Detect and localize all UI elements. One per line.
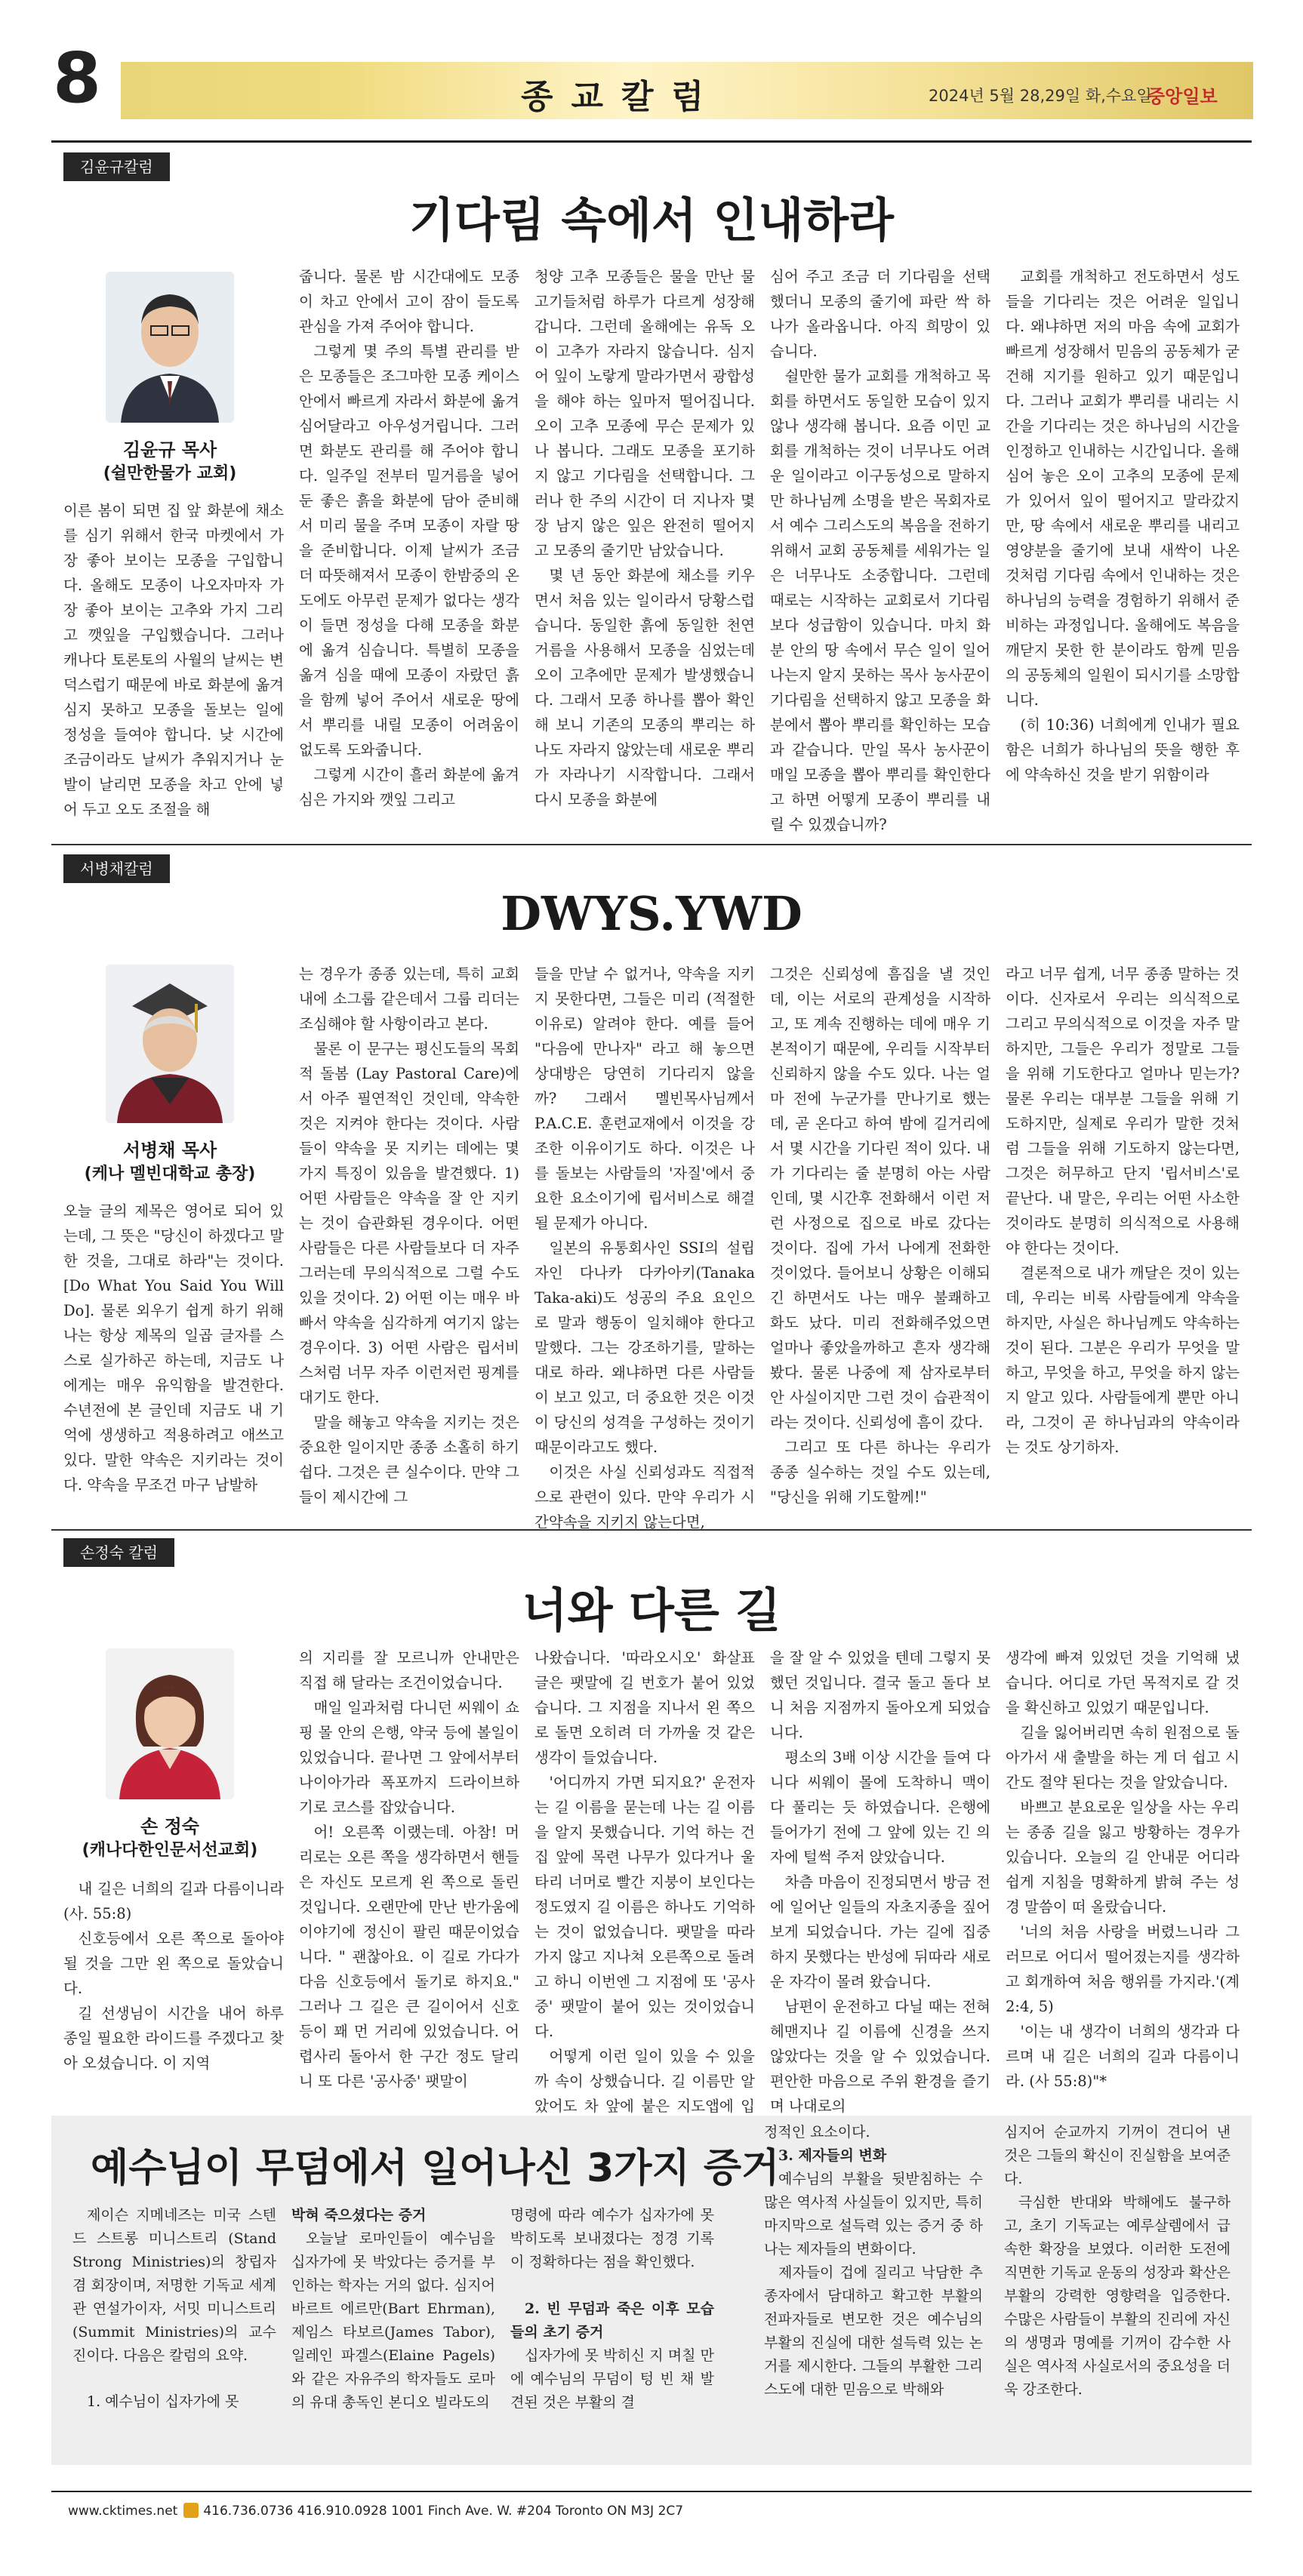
article-column — [63, 1199, 284, 1497]
phone-icon — [183, 2503, 199, 2518]
paragraph: 말을 해놓고 약속을 지키는 것은 중요한 일이지만 종종 소홀히 하기 쉽다. 그것은 큰 실수이다. 만약 그들이 제시간에 그 — [299, 1414, 519, 1506]
paragraph: 정적인 요소이다. — [764, 2124, 870, 2141]
paragraph: 제이슨 지메네즈는 미국 스텐드 스트롱 미니스트리 (Stand Strong Ministries)의 창립자 겸 회장이며, 저명한 기독교 세계관 연설가이자, 서밋 미니스트리(Summit Ministries)의 교수진이다. 다음은 칼럼의 요약. — [72, 2207, 276, 2364]
paragraph: 명령에 따라 예수가 십자가에 못 박히도록 보내졌다는 정경 기록이 정확하다는 점을 확인했다. — [510, 2207, 714, 2270]
paragraph: 1. 예수님이 십자가에 못 — [87, 2393, 239, 2410]
article-1 — [0, 143, 1303, 838]
paragraph: 극심한 반대와 박해에도 불구하고, 초기 기독교는 예루살렘에서 급속한 확장을 보였다. 이러한 도전에 직면한 기독교 운동의 성장과 확산은 부활의 강력한 영향력을 입증한다. 수많은 사람들이 부활의 진리에 자신의 생명과 명예를 기꺼이 감수한 사실은 역사적 사실로서의 중요성을 더욱 강조한다. — [1004, 2194, 1231, 2398]
subheading: 2. 빈 무덤과 죽은 이후 모습들의 초기 증거 — [510, 2301, 714, 2341]
paragraph: 십자가에 못 박히신 지 며칠 만에 예수님의 무덤이 텅 빈 채 발견된 것은 부활의 결 — [510, 2347, 714, 2411]
paragraph: 길 선생님이 시간을 내어 하루 종일 필요한 라이드를 주겠다고 찾아 오셨습니다. 이 지역 — [63, 2005, 284, 2072]
paragraph: 예수님의 부활을 뒷받침하는 수많은 역사적 사실들이 있지만, 특히 마지막으로 설득력 있는 증거 중 하나는 제자들의 변화이다. — [764, 2171, 983, 2257]
paragraph: 교회를 개척하고 전도하면서 성도들을 기다리는 것은 어려운 일입니다. 왜냐하면 저의 마음 속에 교회가 빠르게 성장해서 믿음의 공동체가 굳건해 지기를 원하고 있기 때문입니다. 그러나 교회가 뿌리를 내리는 시간을 기다리는 것은 하나님의 시간을 인정하고 인내하는 시간입니다. 올해 심어 놓은 오이 고추의 모종에 문제가 있어서 잎이 떨어지고 말라갔지만, 땅 속에서 새로운 뿌리를 내리고 영양분을 줄기에 보내 새싹이 나온 것처럼 기다림 속에서 인내하는 것은 하나님의 능력을 경험하기 위해서 준비하는 과정입니다. 올해에도 복음을 깨닫지 못한 한 분이라도 함께 믿음의 공동체의 일원이 되시기를 소망합니다. — [1006, 268, 1240, 709]
article-column — [534, 962, 755, 1534]
article-column — [63, 1876, 284, 2076]
paragraph: 이른 봄이 되면 집 앞 화분에 채소를 심기 위해서 한국 마켓에서 가장 좋아 보이는 모종을 구입합니다. 올해도 모종이 나오자마자 가장 좋아 보이는 고추와 가지 그리고 깻잎을 구입했습니다. 그러나 캐나다 토론토의 사월의 날씨는 변덕스럽기 때문에 바로 화분에 옮겨 심지 못하고 모종을 돌보는 일에 정성을 들여야 합니다. 낮 시간에 조금이라도 날씨가 추워지거나 눈발이 날리면 모종을 차고 안에 넣어 두고 오도 조절을 해 — [63, 502, 284, 818]
paragraph: 나왔습니다. '따라오시오' 화살표 글은 팻말에 길 번호가 붙어 있었습니다. 그 지점을 지나서 왼 쪽으로 돌면 오히려 더 가까울 것 같은 생각이 들었습니다. — [534, 1649, 755, 1766]
article-column — [1006, 962, 1240, 1460]
paragraph: 을 잘 알 수 있었을 텐데 그렇지 못했던 것입니다. 결국 돌고 돌다 보니 처음 지점까지 돌아오게 되었습니다. — [770, 1649, 990, 1741]
article-column — [770, 1645, 990, 2119]
paragraph: 의 지리를 잘 모르니까 안내만은 직접 해 달라는 조건이었습니다. — [299, 1649, 519, 1691]
paragraph: 오늘 글의 제목은 영어로 되어 있는데, 그 뜻은 "당신이 하겠다고 말한 것을, 그대로 하라"는 것이다. [Do What You Said You Will Do]. 물론 외우기 쉽게 하기 위해 나는 항상 제목의 일곱 글자를 스스로 실가하곤 하는데, 지금도 나에게는 매우 유익함을 발견한다. 수년전에 본 글인데 지금도 내 기억에 생생하고 적용하려고 애쓰고 있다. 말한 약속은 지키라는 것이다. 약속을 무조건 마구 남발하 — [63, 1202, 284, 1494]
author-name: 손 정숙 — [140, 1816, 199, 1837]
article-3 — [0, 1535, 1303, 2115]
column-tag: 김윤규칼럼 — [63, 152, 170, 181]
article-column — [770, 264, 990, 837]
article-column — [299, 1645, 519, 2094]
paragraph: 생각에 빠져 있었던 것을 기억해 냈습니다. 어디로 가던 목적지로 갈 것을 확신하고 있었기 때문입니다. — [1006, 1649, 1240, 1716]
section-title: 종교칼럼 — [521, 78, 722, 116]
publication-logo: 중앙일보 — [1147, 86, 1218, 107]
paragraph: 그렇게 시간이 흘러 화분에 옮겨 심은 가지와 깻잎 그리고 — [299, 766, 519, 808]
paragraph: 어떻게 이런 일이 있을 수 있을까 속이 상했습니다. 길 이름만 알았어도 차 앞에 붙은 지도앱에 입 — [534, 2048, 755, 2115]
column-tag: 손정숙 칼럼 — [63, 1538, 174, 1567]
article-column — [770, 962, 990, 1510]
portrait-icon — [106, 965, 234, 1123]
paragraph: 심지어 순교까지 기꺼이 견디어 낸 것은 그들의 확신이 진실함을 보여준다. — [1004, 2124, 1231, 2187]
author-affiliation: (케나 멜빈대학교 총장) — [84, 1165, 256, 1183]
paragraph: 그것은 신뢰성에 흠집을 낼 것인데, 이는 서로의 관계성을 시작하고, 또 계속 진행하는 데에 매우 기본적이기 때문에, 우리들 시작부터 신뢰하지 않을 수도 있다. 나는 얼마 전에 누군가를 만나기로 했는데, 곧 온다고 하여 밤에 길거리에서 몇 시간을 기다린 적이 있다. 내가 기다리는 줄 분명히 아는 사람인데, 몇 시간후 전화해서 이런 저런 사정으로 집으로 바로 갔다는 것이다. 집에 가서 나에게 전화한 것이었다. 들어보니 상황은 이해되긴 하면서도 나는 매우 불쾌하고 화도 났다. 미리 전화해주었으면 얼마나 좋았을까하고 흔자 생각해봤다. 물론 나중에 제 삼자로부터 안 사실이지만 그런 것이 습관적이라는 것이다. 신뢰성에 흠이 갔다. — [770, 965, 990, 1431]
author-photo — [106, 272, 234, 423]
website-link[interactable]: www.cktimes.net — [68, 2504, 178, 2519]
article-column — [63, 498, 284, 822]
author-name: 서병채 목사 — [122, 1140, 217, 1161]
subheading: 3. 제자들의 변화 — [778, 2147, 887, 2164]
article-title: DWYS.YWD — [501, 886, 802, 941]
article-column — [534, 264, 755, 812]
paragraph: 신호등에서 오른 쪽으로 돌아야 될 것을 그만 왼 쪽으로 돌았습니다. — [63, 1930, 284, 1997]
box-column — [1004, 2121, 1231, 2402]
portrait-icon — [106, 1648, 234, 1799]
author-photo — [106, 965, 234, 1123]
paragraph: 바쁘고 분요로운 일상을 사는 우리는 종종 길을 잃고 방황하는 경우가 있습니다. 오늘의 길 안내문 어디라 쉽게 지침을 명확하게 밝혀 주는 성경 말씀이 떠 올랐습니다. — [1006, 1799, 1240, 1916]
article-column — [1006, 1645, 1240, 2094]
paragraph: 내 길은 너희의 길과 다름이니라 (사. 55:8) — [63, 1880, 284, 1922]
box-column — [291, 2204, 495, 2414]
header-rule — [51, 140, 1252, 143]
paragraph: 쉴만한 물가 교회를 개척하고 목회를 하면서도 동일한 모습이 있지 않나 생각해 봅니다. 요즘 이민 교회를 개척하는 것이 너무나도 어려운 일이라고 이구동성으로 말하지만 하나님께 소명을 받은 목회자로서 예수 그리스도의 복음을 전하기 위해서 교회 공동체를 세워가는 일은 너무나도 소중합니다. 그런데 때로는 시작하는 교회로서 기다림보다 성급함이 있습니다. 마치 화분 안의 땅 속에서 무슨 일이 일어나는지 알지 못하는 목사 농사꾼이 기다림을 선택하지 않고 모종을 화분에서 뽑아 뿌리를 확인하는 모습과 같습니다. 만일 목사 농사꾼이 매일 모종을 뽑아 뿌리를 확인한다고 하면 어떻게 모종이 뿌리를 내릴 수 있겠습니까? — [770, 368, 990, 833]
author-photo — [106, 1648, 234, 1799]
paragraph: '이는 내 생각이 너희의 생각과 다르며 내 길은 너희의 길과 다름이니라. (사 55:8)"* — [1006, 2023, 1240, 2090]
paragraph — [510, 2274, 714, 2297]
paragraph: 그렇게 몇 주의 특별 관리를 받은 모종들은 조그마한 모종 케이스 안에서 빠르게 자라서 화분에 옮겨 심어달라고 아우성거립니다. 그러면 화분도 관리를 해 주어야 합니다. 일주일 전부터 밀거름을 넣어 둔 좋은 흙을 화분에 담아 준비해서 미리 물을 주며 모종이 자랄 땅을 준비합니다. 이제 날씨가 조금 더 따뜻해져서 모종이 한밤중의 온도에도 아무런 문제가 없다는 생각이 들면 정성을 다해 모종을 화분에 옮겨 심습니다. 특별히 모종을 옮겨 심을 때에 모종이 자랐던 흙을 함께 넣어 주어서 새로운 땅에서 뿌리를 내릴 모종이 어려움이 없도록 도와줍니다. — [299, 343, 519, 759]
page-header — [0, 0, 1303, 136]
paragraph: 들을 만날 수 없거나, 약속을 지키지 못한다면, 그들은 미리 (적절한 이유로) 알려야 한다. 예를 들어 "다음에 만나자" 라고 해 놓으면 상대방은 당연히 기다리지 않을까? 그래서 멜빈목사님께서 P.A.C.E. 훈련교재에서 이것을 강조한 이유이기도 하다. 이것은 나를 돌보는 사람들의 '자질'에서 중요한 요소이기에 립서비스로 해결될 문제가 아니다. — [534, 965, 755, 1232]
paragraph: 차츰 마음이 진정되면서 방금 전에 일어난 일들의 자초지종을 짚어 보게 되었습니다. 가는 길에 집중하지 못했다는 반성에 뒤따라 새로운 자각이 몰려 왔습니다. — [770, 1873, 990, 1990]
paragraph: 물론 이 문구는 평신도들의 목회적 돌봄 (Lay Pastoral Care)에서 아주 필연적인 것인데, 약속한 것은 지켜야 한다는 것이다. 사람들이 약속을 못 지키는 데에는 몇 가지 특징이 있음을 발견했다. 1) 어떤 사람들은 약속을 잘 안 지키는 것이 습관화된 경우이다. 어떤 사람들은 다른 사람들보다 더 자주 그러는데 무의식적으로 그럴 수도 있을 것이다. 2) 어떤 이는 매우 바빠서 약속을 심각하게 여기지 않는 경우이다. 3) 어떤 사람은 립서비스처럼 너무 자주 이런저런 핑계를 대기도 한다. — [299, 1040, 519, 1406]
paragraph: 평소의 3배 이상 시간을 들여 다니다 씨웨이 몰에 도착하니 맥이 다 풀리는 듯 하였습니다. 은행에 들어가기 전에 그 앞에 있는 긴 의자에 털썩 주저 앉았습니다. — [770, 1749, 990, 1866]
paragraph: (히 10:36) 너희에게 인내가 필요함은 너희가 하나님의 뜻을 행한 후에 약속하신 것을 받기 위함이라 — [1006, 716, 1240, 783]
paragraph: '너의 처음 사랑을 버렸느니라 그러므로 어디서 떨어졌는지를 생각하고 회개하여 처음 행위를 가지라.'(계2:4, 5) — [1006, 1923, 1240, 2015]
section-divider — [51, 844, 1252, 845]
page-number: 8 — [53, 38, 102, 118]
paragraph: 심어 주고 조금 더 기다림을 선택했더니 모종의 줄기에 파란 싹 하나가 올라옵니다. 아직 희망이 있습니다. — [770, 268, 990, 360]
article-2 — [0, 851, 1303, 1531]
paragraph: 일본의 유통회사인 SSI의 설립자인 다나카 다카아키(Tanaka Taka-aki)도 성공의 주요 요인으로 말과 행동이 일치해야 한다고 말했다. 그는 강조하기를, 말하는 대로 하라. 왜냐하면 다른 사람들이 보고 있고, 더 중요한 것은 이것이 당신의 성격을 구성하는 것이기 때문이라고도 했다. — [534, 1239, 755, 1456]
article-column — [1006, 264, 1240, 787]
author-affiliation: (캐나다한인문서선교회) — [82, 1841, 258, 1860]
paragraph: 는 경우가 종종 있는데, 특히 교회 내에 소그룹 같은데서 그룹 리더는 조심해야 할 사항이라고 본다. — [299, 965, 519, 1033]
paragraph: 이것은 사실 신뢰성과도 직접적으로 관련이 있다. 만약 우리가 시간약속을 지키지 않는다면, — [534, 1463, 755, 1531]
box-column — [764, 2121, 983, 2402]
paragraph: 남편이 운전하고 다닐 때는 전혀 헤맨지나 길 이름에 신경을 쓰지 않았다는 것을 알 수 있었습니다. 편안한 마음으로 주위 환경을 즐기며 나대로의 — [770, 1998, 990, 2115]
section-divider — [51, 1529, 1252, 1531]
paragraph: 줍니다. 물론 밤 시간대에도 모종이 차고 안에서 고이 잠이 들도록 관심을 가져 주어야 합니다. — [299, 268, 519, 335]
portrait-icon — [106, 272, 234, 423]
contact-info: 416.736.0736 416.910.0928 1001 Finch Ave. W. #204 Toronto ON M3J 2C7 — [203, 2504, 684, 2519]
paragraph: '어디까지 가면 되지요?' 운전자는 길 이름을 묻는데 나는 길 이름을 알지 못했습니다. 기억 하는 건 집 앞에 목련 나무가 있다거나 울타리 너머로 빨간 지붕이 보인다는 정도였지 길 이름은 하나도 기억하는 것이 없었습니다. 팻말을 따라가지 않고 지나쳐 오른쪽으로 돌려고 하니 이번엔 그 지점에 또 '공사 중' 팻말이 붙어 있는 것이었습니다. — [534, 1774, 755, 2040]
author-name: 김윤규 목사 — [122, 439, 217, 460]
paragraph: 결론적으로 내가 깨달은 것이 있는데, 우리는 비록 사람들에게 약속을 하지만, 사실은 하나님께도 약속하는 것이 된다. 그분은 우리가 무엇을 말하고, 무엇을 하고, 무엇을 하지 않는지 알고 있다. 사람들에게 뿐만 아니라, 그것이 곧 하나님과의 약속이라는 것도 상기하자. — [1006, 1264, 1240, 1456]
article-column — [299, 962, 519, 1510]
article-title: 너와 다른 길 — [522, 1583, 781, 1638]
paragraph: 길을 잃어버리면 속히 원점으로 돌아가서 새 출발을 하는 게 더 쉽고 시간도 절약 된다는 것을 알았습니다. — [1006, 1724, 1240, 1791]
author-affiliation: (쉴만한물가 교회) — [103, 464, 237, 483]
paragraph: 그리고 또 다른 하나는 우리가 종종 실수하는 것일 수도 있는데, "당신을 위해 기도할께!" — [770, 1439, 990, 1506]
paragraph: 어! 오른쪽 이랬는데. 아참! 머리로는 오른 쪽을 생각하면서 핸들은 자신도 모르게 왼 쪽으로 돌린 것입니다. 오랜만에 만난 반가움에 이야기에 정신이 팔린 때문이었습니다. " 괜찮아요. 이 길로 가다가 다음 신호등에서 돌기로 하지요." 그러나 그 길은 큰 길이어서 신호등이 꽤 먼 거리에 있었습니다. 어렵사리 돌아서 한 구간 정도 달리니 또 다른 '공사중' 팻말이 — [299, 1824, 519, 2090]
publication-date: 2024년 5월 28,29일 화,수요일 — [929, 87, 1152, 105]
paragraph: 몇 년 동안 화분에 채소를 키우면서 처음 있는 일이라서 당황스럽습니다. 동일한 흙에 동일한 천연 거름을 사용해서 모종을 심었는데 오이 고추에만 문제가 발생했습니다. 그래서 모종 하나를 뽑아 확인해 보니 기존의 모종의 뿌리는 하나도 자라지 않았는데 새로운 뿌리가 자라나기 시작합니다. 그래서 다시 모종을 화분에 — [534, 567, 755, 808]
article-column — [299, 264, 519, 812]
article-title: 기다림 속에서 인내하라 — [408, 192, 895, 248]
page-footer — [68, 2503, 683, 2519]
article-column — [534, 1645, 755, 2144]
column-tag: 서병채칼럼 — [63, 854, 170, 883]
box-title: 예수님이 무덤에서 일어나신 3가지 증거 — [91, 2146, 780, 2191]
paragraph: 매일 일과처럼 다니던 씨웨이 쇼핑 몰 안의 은행, 약국 등에 볼일이 있었습니다. 끝나면 그 앞에서부터 나이아가라 폭포까지 드라이브하기로 코스를 잡았습니다. — [299, 1699, 519, 1816]
box-column — [72, 2204, 276, 2414]
paragraph: 라고 너무 쉽게, 너무 종종 말하는 것이다. 신자로서 우리는 의식적으로 그리고 무의식적으로 이것을 자주 말하지만, 그들은 우리가 정말로 그들을 위해 기도한다고 얼마나 믿는가? 물론 우리는 대부분 그들을 위해 기도하지만, 실제로 우리가 말한 것처럼 그들을 위해 기도하지 않는다면, 그것은 허무하고 단지 '립서비스'로 끝난다. 내 말은, 우리는 어떤 사소한 것이라도 분명히 의식적으로 사용해야 한다는 것이다. — [1006, 965, 1240, 1257]
paragraph: 오늘날 로마인들이 예수님을 십자가에 못 박았다는 증거를 부인하는 학자는 거의 없다. 심지어 바르트 에르만(Bart Ehrman), 제임스 타보르(James Tabor), 일레인 파겔스(Elaine Pagels)와 같은 자유주의 학자들도 로마의 유대 총독인 본디오 빌라도의 — [291, 2230, 495, 2411]
subheading: 박혀 죽으셨다는 증거 — [291, 2207, 427, 2224]
box-column — [510, 2204, 714, 2414]
footer-rule — [51, 2491, 1252, 2492]
paragraph: 청양 고추 모종들은 물을 만난 물고기들처럼 하루가 다르게 성장해 갑니다. 그런데 올해에는 유독 오이 고추가 자라지 않습니다. 심지어 잎이 노랗게 말라가면서 광합성을 해야 하는 잎마저 떨어집니다. 오이 고추 모종에 무슨 문제가 있나 봅니다. 그래도 모종을 포기하지 않고 기다림을 선택합니다. 그러나 한 주의 시간이 더 지나자 몇 장 남지 않은 잎은 완전히 떨어지고 모종의 줄기만 남았습니다. — [534, 268, 755, 559]
paragraph: 제자들이 겁에 질리고 낙담한 추종자에서 담대하고 확고한 부활의 전파자들로 변모한 것은 예수님의 부활의 진실에 대한 설득력 있는 논거를 제시한다. 그들의 부활한 그리스도에 대한 믿음으로 박해와 — [764, 2264, 983, 2398]
